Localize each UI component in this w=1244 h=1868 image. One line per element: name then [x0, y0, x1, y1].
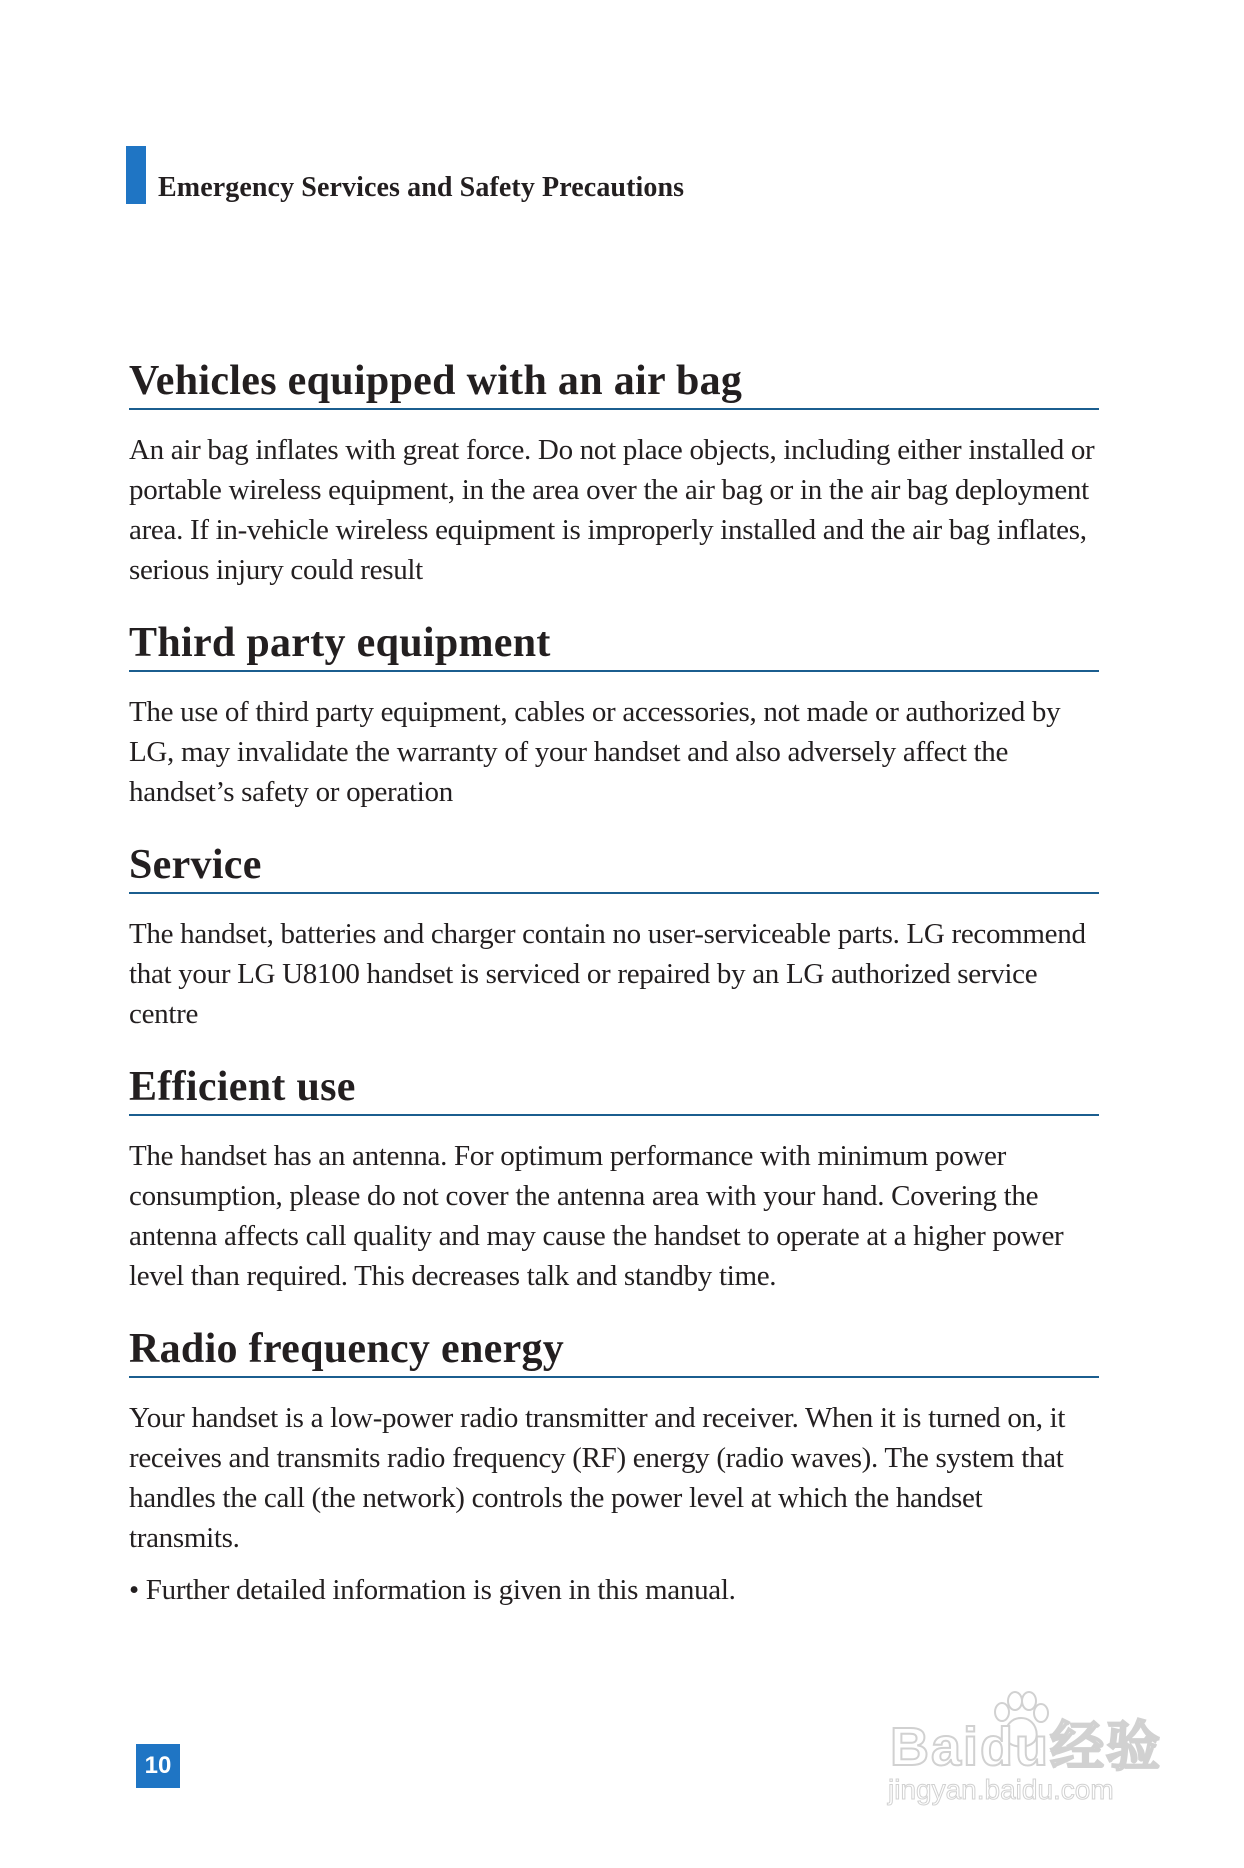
section-body: The use of third party equipment, cables or accessories, not made or authorized by LG, may invalidate the warranty of your handset and also adversely affect the handset’s safety or operation [129, 696, 1061, 808]
section-third-party [129, 618, 1099, 812]
watermark-brand: Baidu经验 [890, 1717, 1163, 1777]
page-content [129, 356, 1099, 1638]
section-efficient-use [129, 1062, 1099, 1296]
section-heading: Efficient use [129, 1062, 1099, 1116]
section-heading: Service [129, 840, 1099, 894]
section-air-bag [129, 356, 1099, 590]
header-accent-bar [126, 146, 146, 204]
section-body: The handset, batteries and charger contain no user-serviceable parts. LG recommend that your LG U8100 handset is serviced or repaired by an LG authorized service centre [129, 918, 1086, 1030]
section-radio-frequency [129, 1324, 1099, 1610]
watermark-url: jingyan.baidu.com [888, 1774, 1114, 1805]
section-heading: Radio frequency energy [129, 1324, 1099, 1378]
section-heading: Vehicles equipped with an air bag [129, 356, 1099, 410]
section-heading: Third party equipment [129, 618, 1099, 672]
chapter-title: Emergency Services and Safety Precautions [158, 172, 685, 203]
section-body: An air bag inflates with great force. Do not place objects, including either installed or portable wireless equipment, in the area over the air bag or in the air bag deployment area. If in-vehicle wireless equipment is improperly installed and the air bag inflates, serious injury could result [129, 434, 1095, 586]
bullet-item: • Further detailed information is given in this manual. [129, 1574, 736, 1606]
baidu-watermark [880, 1690, 1180, 1810]
section-service [129, 840, 1099, 1034]
section-body: The handset has an antenna. For optimum performance with minimum power consumption, please do not cover the antenna area with your hand. Covering the antenna affects call quality and may cause the handset to operate at a higher power level than required. This decreases talk and standby time. [129, 1140, 1064, 1292]
page-number: 10 [136, 1744, 180, 1788]
section-body: Your handset is a low-power radio transmitter and receiver. When it is turned on, it receives and transmits radio frequency (RF) energy (radio waves). The system that handles the call (the network) controls the power level at which the handset transmits. [129, 1402, 1066, 1554]
